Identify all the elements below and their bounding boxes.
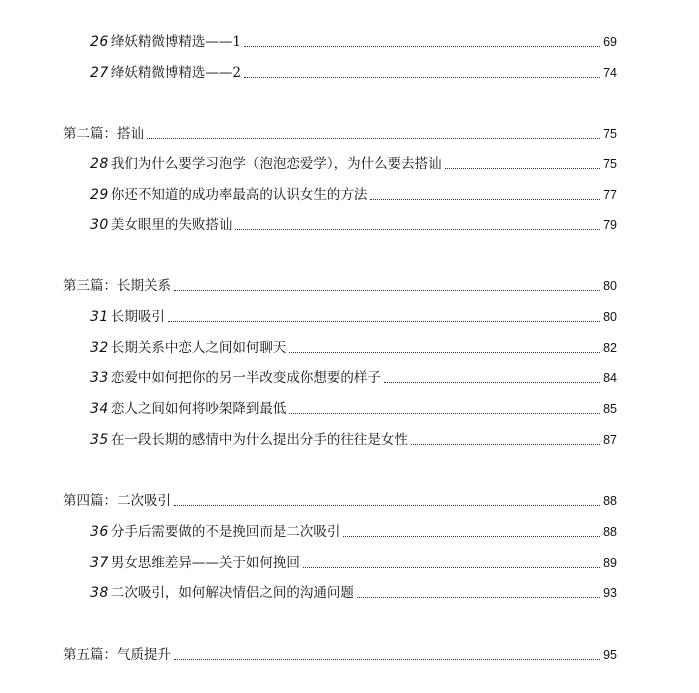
toc-item-title: 绛妖精微博精选——1: [110, 34, 241, 50]
toc-section-title: 第四篇：二次吸引: [63, 493, 171, 509]
toc-item-number: 34: [90, 401, 109, 417]
dot-leader: [303, 567, 600, 568]
dot-leader: [244, 77, 600, 78]
toc-item[interactable]: [90, 584, 617, 602]
toc-item[interactable]: [90, 216, 617, 234]
toc-page-number: 88: [603, 525, 617, 539]
toc-item[interactable]: [90, 186, 617, 204]
toc-section[interactable]: [63, 646, 617, 664]
toc-page-number: 80: [603, 279, 617, 293]
toc-item-title: 分手后需要做的不是挽回而是二次吸引: [110, 524, 341, 540]
toc-item-number: 29: [90, 187, 109, 203]
toc-item[interactable]: [90, 33, 617, 51]
dot-leader: [384, 382, 600, 383]
toc-page-number: 84: [603, 371, 617, 385]
toc-item-title: 恋人之间如何将吵架降到最低: [110, 401, 287, 417]
toc-section[interactable]: [63, 492, 617, 510]
toc-page-number: 74: [603, 66, 617, 80]
toc-item-number: 26: [90, 34, 109, 50]
toc-page-number: 82: [603, 341, 617, 355]
toc-item-title: 恋爱中如何把你的另一半改变成你想要的样子: [110, 370, 381, 386]
toc-item-number: 31: [90, 309, 109, 325]
toc-item-title: 绛妖精微博精选——2: [110, 65, 241, 81]
toc-item-title: 男女思维差异——关于如何挽回: [110, 555, 300, 571]
toc-item-number: 35: [90, 432, 109, 448]
dot-leader: [370, 199, 600, 200]
dot-leader: [343, 536, 600, 537]
toc-section-title: 第三篇：长期关系: [63, 278, 171, 294]
toc-page-number: 69: [603, 35, 617, 49]
toc-section-title: 第二篇：搭讪: [63, 126, 144, 142]
toc-item-title: 在一段长期的感情中为什么提出分手的往往是女性: [110, 432, 408, 448]
toc-item[interactable]: [90, 523, 617, 541]
dot-leader: [174, 505, 600, 506]
dot-leader: [168, 321, 600, 322]
toc-item-title: 长期关系中恋人之间如何聊天: [110, 340, 287, 356]
toc-item-title: 长期吸引: [110, 309, 165, 325]
dot-leader: [244, 46, 600, 47]
dot-leader: [411, 444, 600, 445]
toc-item[interactable]: [90, 400, 617, 418]
toc-item-number: 38: [90, 585, 109, 601]
dot-leader: [357, 597, 600, 598]
toc-item-number: 32: [90, 340, 109, 356]
toc-page-number: 79: [603, 218, 617, 232]
toc-item-title: 二次吸引，如何解决情侣之间的沟通问题: [110, 585, 354, 601]
dot-leader: [289, 352, 600, 353]
toc-item[interactable]: [90, 554, 617, 572]
toc-item-title: 美女眼里的失败搭讪: [110, 217, 233, 233]
toc-item[interactable]: [90, 308, 617, 326]
dot-leader: [174, 290, 600, 291]
toc-page-number: 75: [603, 127, 617, 141]
toc-page-number: 93: [603, 586, 617, 600]
toc-item-number: 37: [90, 555, 109, 571]
toc-item[interactable]: [90, 369, 617, 387]
toc-section[interactable]: [63, 277, 617, 295]
toc-page-number: 95: [603, 648, 617, 662]
toc-page-number: 77: [603, 188, 617, 202]
dot-leader: [235, 229, 600, 230]
toc-page-number: 75: [603, 157, 617, 171]
toc-page-number: 88: [603, 494, 617, 508]
dot-leader: [147, 138, 600, 139]
toc-item-title: 你还不知道的成功率最高的认识女生的方法: [110, 187, 368, 203]
toc-section[interactable]: [63, 125, 617, 143]
toc-page-number: 80: [603, 310, 617, 324]
toc-item[interactable]: [90, 64, 617, 82]
toc-item-number: 27: [90, 65, 109, 81]
toc-section-title: 第五篇：气质提升: [63, 647, 171, 663]
toc-item-number: 30: [90, 217, 109, 233]
toc-item-number: 28: [90, 156, 109, 172]
dot-leader: [174, 659, 600, 660]
toc-item[interactable]: [90, 431, 617, 449]
toc-page-number: 85: [603, 402, 617, 416]
dot-leader: [445, 168, 600, 169]
toc-item-number: 36: [90, 524, 109, 540]
toc-item[interactable]: [90, 339, 617, 357]
toc-item-title: 我们为什么要学习泡学（泡泡恋爱学），为什么要去搭讪: [110, 156, 442, 172]
toc-page-number: 89: [603, 556, 617, 570]
dot-leader: [289, 413, 600, 414]
toc-item-number: 33: [90, 370, 109, 386]
toc-page-number: 87: [603, 433, 617, 447]
toc-item[interactable]: [90, 155, 617, 173]
